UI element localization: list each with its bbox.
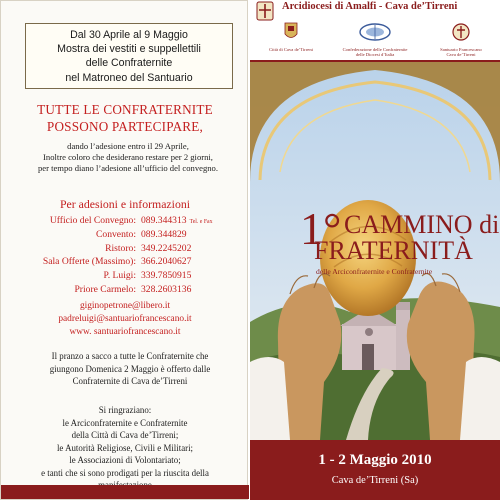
event-subtitle: delle Arciconfraternite e Confraternite (316, 267, 433, 276)
contact-label: Ristoro: (105, 242, 136, 254)
contact-number[interactable]: 339.7850915 (141, 270, 192, 282)
diocese-crest-icon (254, 1, 276, 21)
confederation-emblem-icon (358, 22, 392, 42)
cover-panel (250, 0, 500, 500)
contact-row (1, 270, 249, 284)
sanctuary-logo-label: Santuario Francescano (440, 47, 482, 52)
participation-note-line: dando l’adesione entro il 29 Aprile, (67, 141, 189, 151)
contact-row (1, 229, 249, 243)
sanctuary-logo (426, 22, 496, 57)
bottom-bar (1, 485, 249, 499)
city-logo (256, 22, 326, 52)
confederation-logo (326, 22, 424, 57)
contact-label: P. Luigi: (103, 270, 136, 282)
event-place: Cava de’Tirreni (Sa) (331, 475, 419, 486)
edition-number: 1° (300, 203, 342, 254)
contact-number[interactable]: 349.2245202 (141, 242, 192, 254)
sanctuary-emblem-icon (452, 22, 470, 42)
thanks-line: le Autorità Religiose, Civili e Militari; (56, 442, 194, 453)
city-logo-label: Città di Cava de’Tirreni (269, 47, 313, 52)
cover-header (250, 0, 500, 60)
confederation-logo-label: Confederazione delle Confraternite (342, 47, 408, 52)
email-links (1, 300, 249, 339)
contact-extra: Tel. e Fax (189, 219, 213, 225)
participation-note (9, 141, 247, 174)
right-sleeve (460, 357, 500, 440)
left-sleeve (250, 357, 290, 440)
website-link[interactable]: www. santuariofrancescano.it (69, 327, 181, 337)
contact-row (1, 215, 249, 229)
contact-number[interactable]: 328.2603136 (141, 283, 192, 295)
exhibition-line: Mostra dei vestiti e suppellettili (57, 43, 201, 56)
thanks-line: della Città di Cava de’Tirreni; (71, 430, 179, 440)
lunch-line: Il pranzo a sacco a tutte le Confraternite che (51, 351, 209, 361)
participation-heading-line: POSSONO PARTECIPARE, (46, 118, 204, 134)
lunch-line: giungono Domenica 2 Maggio è offerto dalle (49, 363, 211, 374)
participation-heading (1, 102, 249, 135)
participation-note-line: per tempo diano l’adesione all’ufficio del convegno. (37, 163, 218, 173)
info-panel (0, 0, 248, 500)
participation-note-line: Inoltre coloro che desiderano restare per 2 giorni, (43, 152, 213, 162)
contact-row (1, 284, 249, 298)
contact-label: Convento: (96, 228, 136, 240)
contact-number[interactable]: 366.2040627 (141, 256, 192, 268)
contacts-heading: Per adesioni e informazioni (59, 197, 191, 211)
exhibition-line: delle Confraternite (85, 57, 173, 70)
exhibition-line: nel Matroneo del Santuario (65, 71, 193, 84)
thanks-line: le Associazioni di Volontariato; (69, 455, 181, 465)
thanks-line: Si ringraziano: (98, 405, 152, 415)
email-link[interactable]: giginopetrone@libero.it (79, 301, 171, 311)
event-title-line1: CAMMINO di (344, 210, 500, 239)
email-link[interactable]: padreluigi@santuariofrancescano.it (58, 314, 192, 324)
thanks-line: le Arciconfraternite e Confraternite (62, 417, 188, 428)
acknowledgements (1, 404, 249, 492)
contact-row (1, 256, 249, 270)
sanctuary-logo-label: Cava de’Tirreni (446, 52, 476, 57)
event-title-line2: FRATERNITÀ (314, 236, 473, 265)
contact-label: Ufficio del Convegno: (49, 215, 136, 226)
contact-number[interactable]: 089.344829 (141, 228, 187, 240)
participation-heading-line: TUTTE LE CONFRATERNITE (37, 102, 213, 117)
diocese-title: Arcidiocesi di Amalfi - Cava de’Tirreni (282, 1, 458, 12)
city-crest-icon (284, 22, 298, 42)
contact-label: Sala Offerte (Massimo): (42, 256, 136, 268)
event-date: 1 - 2 Maggio 2010 (318, 452, 432, 468)
lunch-note (21, 350, 239, 388)
confederation-logo-label: delle Diocesi d’Italia (355, 52, 395, 57)
exhibition-dates: Dal 30 Aprile al 9 Maggio (70, 29, 188, 41)
contact-label: Priore Carmelo: (74, 283, 136, 295)
thanks-line: e tanti che si sono prodigati per la riuscita della (41, 467, 209, 478)
lunch-line: Confraternite di Cava de’Tirreni (72, 376, 188, 387)
contact-number[interactable] (141, 215, 213, 226)
contact-number-text: 089.344313 (141, 215, 187, 226)
contacts-list (1, 215, 249, 298)
cover-artwork (250, 62, 500, 440)
contact-row (1, 243, 249, 257)
exhibition-box (25, 23, 233, 89)
